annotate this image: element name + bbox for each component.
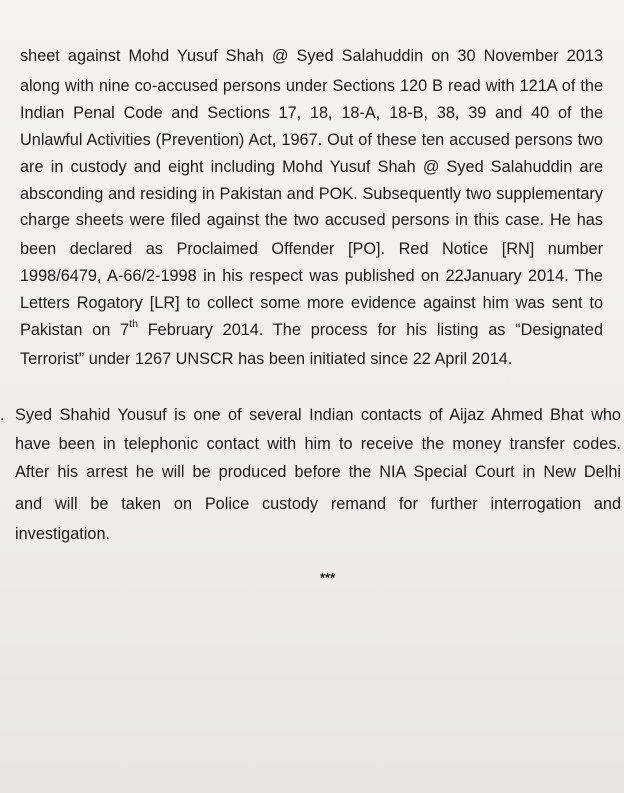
line-text: February 2014. The process for his listing as “Designated [137,321,603,339]
paragraph-2-line: After his arrest he will be produced before the NIA Special Court in New Delhi [15,463,621,481]
paragraph-2-line: investigation. [15,525,111,543]
paragraph-1-line: been declared as Proclaimed Offender [PO]. Red Notice [RN] number [20,240,603,258]
paragraph-2-line: Syed Shahid Yousuf is one of several Indian contacts of Aijaz Ahmed Bhat who [15,406,621,424]
paragraph-1-line: charge sheets were filed against the two accused persons in this case. He has [20,211,603,229]
paragraph-2-line: and will be taken on Police custody remand for further interrogation and [15,495,621,513]
line-text: Pakistan on 7 [20,321,130,339]
paragraph-1-line: Unlawful Activities (Prevention) Act, 1967. Out of these ten accused persons two [20,131,603,149]
paragraph-1-line: Terrorist” under 1267 UNSCR has been initiated since 22 April 2014. [20,350,513,368]
ordinal-superscript: th [129,318,138,330]
end-of-document-mark: *** [320,570,336,585]
paragraph-1-line [20,320,603,340]
paragraph-1-line: along with nine co-accused persons under Sections 120 B read with 121A of the [20,77,603,95]
list-bullet: . [0,406,5,424]
paragraph-1-line: Indian Penal Code and Sections 17, 18, 18-A, 18-B, 38, 39 and 40 of the [20,104,603,122]
paragraph-1-line: Letters Rogatory [LR] to collect some more evidence against him was sent to [20,294,603,312]
paragraph-1-line: sheet against Mohd Yusuf Shah @ Syed Salahuddin on 30 November 2013 [20,47,603,65]
paragraph-2-line: have been in telephonic contact with him to receive the money transfer codes. [15,435,621,453]
paragraph-1-line: 1998/6479, A-66/2-1998 in his respect was published on 22January 2014. The [20,267,603,285]
paragraph-1-line: absconding and residing in Pakistan and POK. Subsequently two supplementary [20,185,603,203]
paragraph-1-line: are in custody and eight including Mohd Yusuf Shah @ Syed Salahuddin are [20,158,603,176]
